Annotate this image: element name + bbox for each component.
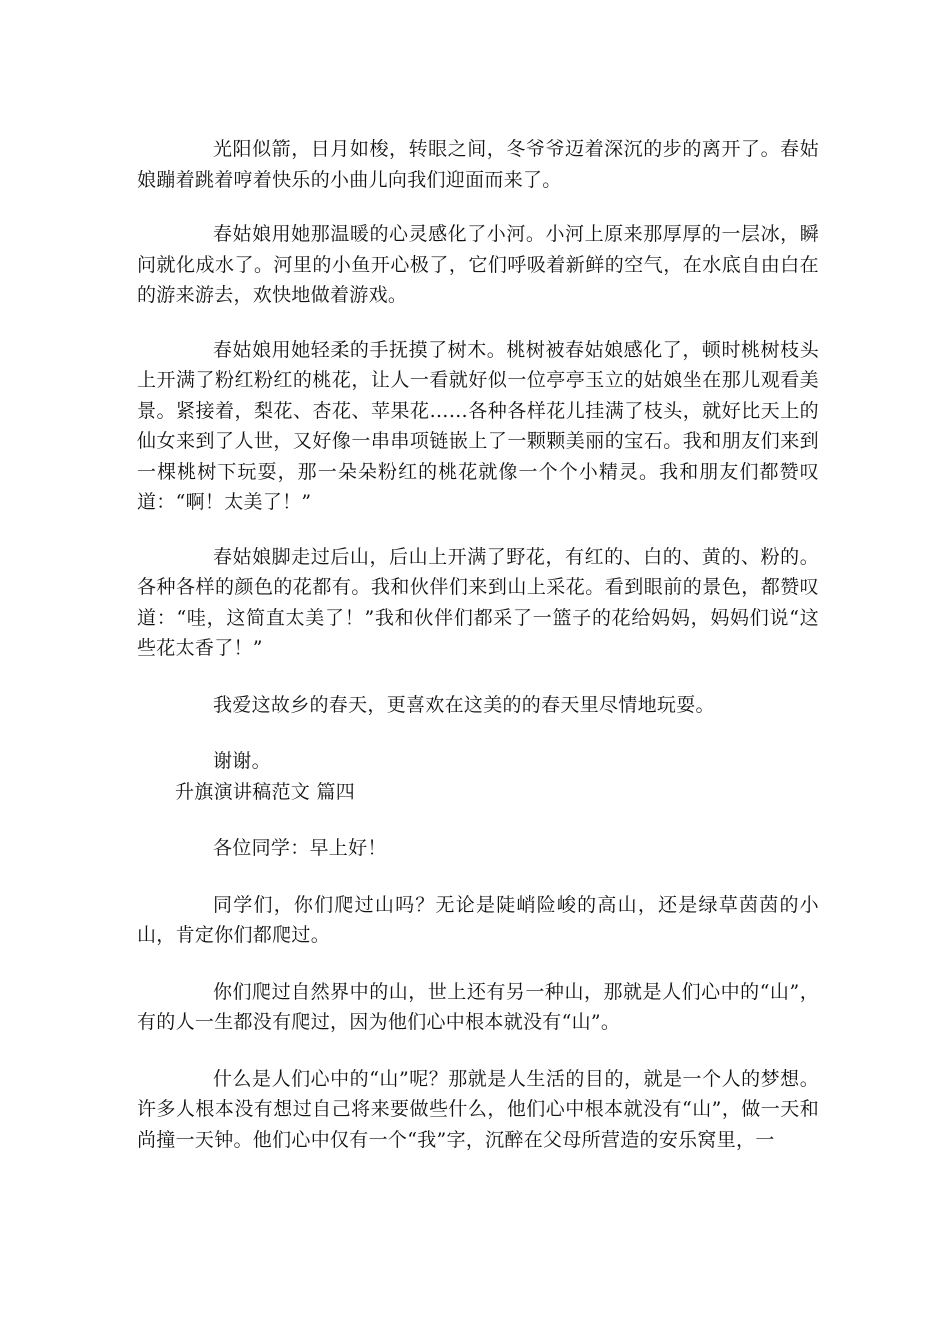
- paragraph-peach-trees: 春姑娘用她轻柔的手抚摸了树木。桃树被春姑娘感化了，顿时桃树枝头上开满了粉红粉红的桃花，让人一看就好似一位亭亭玉立的姑娘坐在那儿观看美景。紧接着，梨花、杏花、苹果花……各种各样花儿挂满了枝头，就好比天上的仙女来到了人世，又好像一串串项链嵌上了一颗颗美丽的宝石。我和朋友们来到一棵桃树下玩耍，那一朵朵粉红的桃花就像一个个小精灵。我和朋友们都赞叹道：“啊！太美了！”: [137, 338, 819, 513]
- paragraph-mountain-in-heart: 什么是人们心中的“山”呢？那就是人生活的目的，就是一个人的梦想。许多人根本没有想过自己将来要做些什么，他们心中根本就没有“山”，做一天和尚撞一天钟。他们心中仅有一个“我”字，沉醉在父母所营造的安乐窝里，一: [137, 1067, 819, 1151]
- paragraph-spring-arrives: 光阳似箭，日月如梭，转眼之间，冬爷爷迈着深沉的步的离开了。春姑娘蹦着跳着哼着快乐的小曲儿向我们迎面而来了。: [137, 138, 819, 191]
- paragraph-thanks: 谢谢。: [213, 750, 271, 772]
- paragraph-greeting: 各位同学：早上好！: [213, 837, 387, 859]
- paragraph-climb-question: 同学们，你们爬过山吗？无论是陡峭险峻的高山，还是绿草茵茵的小山，肯定你们都爬过。: [137, 893, 819, 946]
- document-body: [137, 134, 819, 1155]
- paragraph-love-spring: 我爱这故乡的春天，更喜欢在这美的的春天里尽情地玩耍。: [213, 693, 715, 716]
- section-heading: 升旗演讲稿范文 篇四: [175, 780, 356, 803]
- paragraph-mountain-flowers: 春姑娘脚走过后山，后山上开满了野花，有红的、白的、黄的、粉的。各种各样的颜色的花都有。我和伙伴们来到山上采花。看到眼前的景色，都赞叹道：“哇，这简直太美了！”我和伙伴们都采了一篮子的花给妈妈，妈妈们说“这些花太香了！”: [137, 545, 819, 659]
- paragraph-another-mountain: 你们爬过自然界中的山，世上还有另一种山，那就是人们心中的“山”，有的人一生都没有爬过，因为他们心中根本就没有“山”。: [137, 980, 819, 1033]
- paragraph-river: 春姑娘用她那温暖的心灵感化了小河。小河上原来那厚厚的一层冰，瞬问就化成水了。河里的小鱼开心极了，它们呼吸着新鲜的空气，在水底自由白在的游来游去，欢快地做着游戏。: [137, 223, 819, 306]
